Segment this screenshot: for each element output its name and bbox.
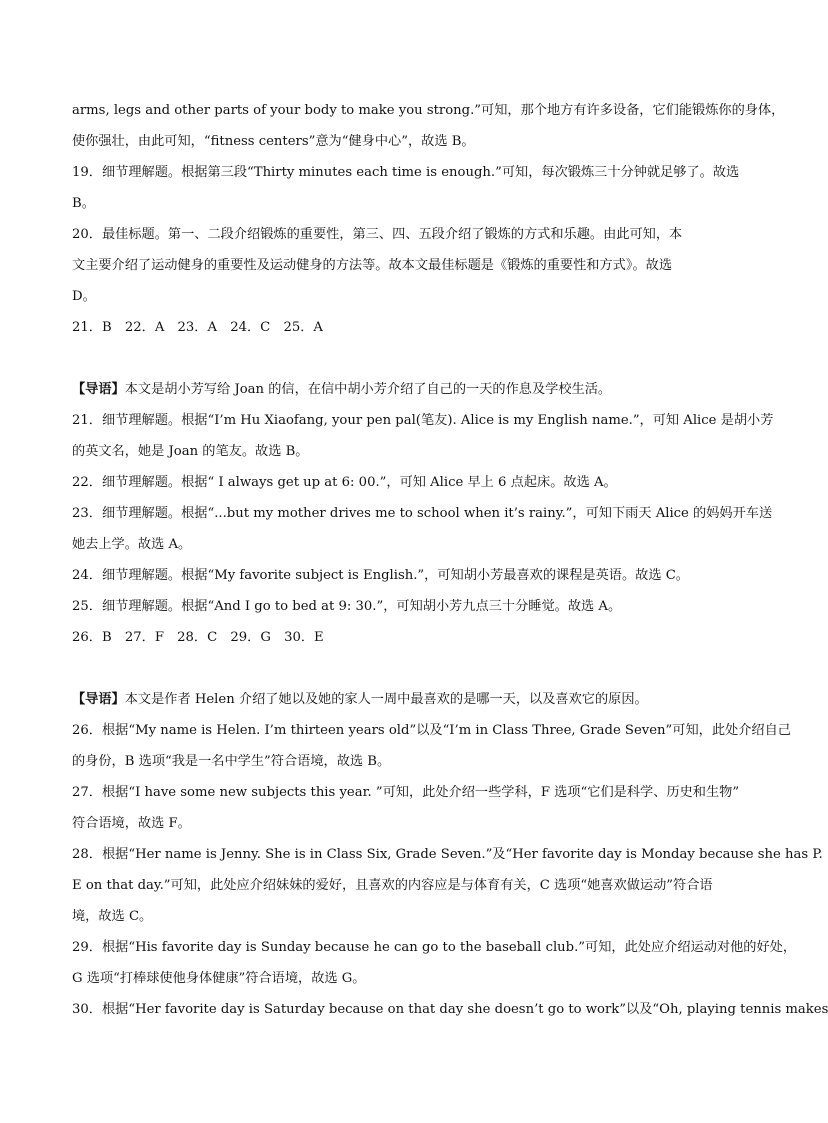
text-line xyxy=(72,932,797,963)
line-text: D。 xyxy=(72,289,96,304)
line-text: E on that day.”可知，此处应介绍妹妹的爱好，且喜欢的内容应是与体育有关，C 选项“她喜欢做运动”符合语 xyxy=(72,878,713,893)
line-text: 20．最佳标题。第一、二段介绍锻炼的重要性，第三、四、五段介绍了锻炼的方式和乐趣。由此可知，本 xyxy=(72,227,683,242)
text-line xyxy=(72,219,724,250)
line-text: 境，故选 C。 xyxy=(72,909,153,924)
text-line xyxy=(72,994,828,1025)
line-text: 文主要介绍了运动健身的重要性及运动健身的方法等。故本文最佳标题是《锻炼的重要性和方式》。故选 xyxy=(72,258,673,273)
text-line xyxy=(72,95,785,126)
line-text: 本文是胡小芳写给 Joan 的信，在信中胡小芳介绍了自己的一天的作息及学校生活。 xyxy=(124,382,612,397)
text-line xyxy=(72,126,724,157)
text-line xyxy=(72,622,724,653)
line-text: arms, legs and other parts of your body to make you strong.”可知，那个地方有许多设备，它们能锻炼你的身体， xyxy=(72,103,785,118)
text-line xyxy=(72,746,724,777)
text-line xyxy=(72,560,724,591)
line-text: 的英文名，她是 Joan 的笔友。故选 B。 xyxy=(72,444,309,459)
line-text: B。 xyxy=(72,196,95,211)
paragraph-gap xyxy=(72,343,724,374)
line-text: 的身份，B 选项“我是一名中学生”符合语境，故选 B。 xyxy=(72,754,391,769)
text-line xyxy=(72,963,724,994)
text-line xyxy=(72,467,724,498)
line-text: 使你强壮，由此可知，“fitness centers”意为“健身中心”，故选 B。 xyxy=(72,134,475,149)
line-text: 26．根据“My name is Helen. I’m thirteen years old”以及“I’m in Class Three, Grade Seven”可知，此处介绍自己 xyxy=(72,723,791,738)
text-line xyxy=(72,529,724,560)
text-line xyxy=(72,777,740,808)
line-text: 21．细节理解题。根据“I’m Hu Xiaofang, your pen pal(笔友). Alice is my English name.”，可知 Alice 是胡小芳 xyxy=(72,413,774,428)
line-text: 她去上学。故选 A。 xyxy=(72,537,192,552)
text-line xyxy=(72,591,724,622)
line-text: 19．细节理解题。根据第三段“Thirty minutes each time is enough.”可知，每次锻炼三十分钟就足够了。故选 xyxy=(72,165,740,180)
line-text: 30．根据“Her favorite day is Saturday because on that day she doesn’t go to work”以及“Oh, playing tennis makes xyxy=(72,1002,828,1017)
intro-tag: 【导语】 xyxy=(72,692,125,707)
text-line xyxy=(72,436,724,467)
text-line xyxy=(72,312,724,343)
line-text: 符合语境，故选 F。 xyxy=(72,816,191,831)
intro-line xyxy=(72,684,724,715)
text-line xyxy=(72,498,773,529)
text-line xyxy=(72,188,724,219)
line-text: 24．细节理解题。根据“My favorite subject is English.”，可知胡小芳最喜欢的课程是英语。故选 C。 xyxy=(72,568,689,583)
line-text: 28．根据“Her name is Jenny. She is in Class Six, Grade Seven.”及“Her favorite day is Monday because she has P. xyxy=(72,847,823,862)
line-text: 25．细节理解题。根据“And I go to bed at 9: 30.”，可知胡小芳九点三十分睡觉。故选 A。 xyxy=(72,599,622,614)
text-line xyxy=(72,715,791,746)
line-text: 21．B 22．A 23．A 24．C 25．A xyxy=(72,320,323,335)
text-line xyxy=(72,901,724,932)
line-text: 22．细节理解题。根据“ I always get up at 6: 00.”，可知 Alice 早上 6 点起床。故选 A。 xyxy=(72,475,617,490)
line-text: 29．根据“His favorite day is Sunday because he can go to the baseball club.”可知，此处应介绍运动对他的好处， xyxy=(72,940,797,955)
text-line xyxy=(72,808,724,839)
answer-explanations xyxy=(72,95,828,1025)
line-text: 本文是作者 Helen 介绍了她以及她的家人一周中最喜欢的是哪一天，以及喜欢它的原因。 xyxy=(124,692,648,707)
line-text: G 选项“打棒球使他身体健康”符合语境，故选 G。 xyxy=(72,971,366,986)
text-line xyxy=(72,157,740,188)
text-line xyxy=(72,281,724,312)
text-line xyxy=(72,870,724,901)
paragraph-gap xyxy=(72,653,724,684)
line-text: 27．根据“I have some new subjects this year. ”可知，此处介绍一些学科，F 选项“它们是科学、历史和生物” xyxy=(72,785,740,800)
line-text: 23．细节理解题。根据“...but my mother drives me to school when it’s rainy.”，可知下雨天 Alice 的妈妈开车送 xyxy=(72,506,773,521)
text-line xyxy=(72,405,774,436)
intro-tag: 【导语】 xyxy=(72,382,125,397)
text-line xyxy=(72,250,724,281)
line-text: 26．B 27．F 28．C 29．G 30．E xyxy=(72,630,324,645)
intro-line xyxy=(72,374,724,405)
text-line xyxy=(72,839,823,870)
